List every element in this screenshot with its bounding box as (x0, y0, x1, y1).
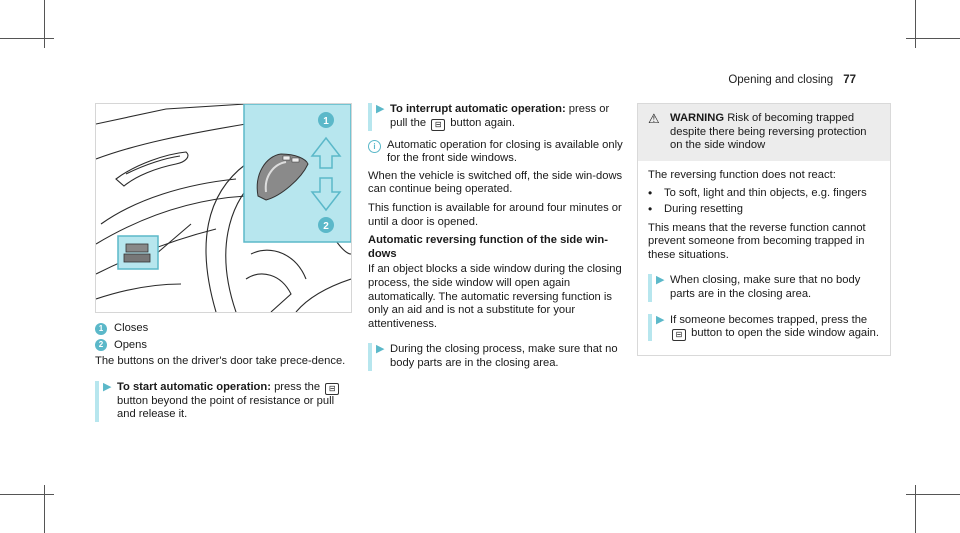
warning-body (638, 161, 890, 341)
bullet-icon: • (648, 201, 653, 216)
list-item: • During resetting (648, 201, 743, 216)
step-arrow-icon: ▶ (656, 274, 665, 287)
warning-icon: ⚠ (648, 111, 660, 126)
crop-mark (906, 38, 960, 39)
legend-badge: 2 (95, 339, 107, 351)
page-header (728, 74, 856, 88)
step-text: During the closing process, make sure that no body parts are in the closing area. (390, 343, 618, 369)
warning-title: WARNING Risk of becoming trapped despite there being reversing protection on the side window (670, 112, 867, 152)
callout-2: 2 (323, 221, 329, 232)
crop-mark (915, 0, 916, 48)
step-arrow-icon: ▶ (103, 380, 112, 393)
callout-1: 1 (323, 116, 329, 127)
paragraph: This function is available for around four minutes or until a door is opened. (368, 201, 622, 228)
legend-text: Opens (114, 338, 147, 351)
door-panel-illustration (95, 103, 352, 313)
column-1 (95, 322, 350, 430)
instruction-step (95, 381, 350, 422)
paragraph: The reversing function does not react: (648, 168, 836, 181)
step-arrow-icon: ▶ (376, 103, 385, 115)
info-text: Automatic operation for closing is available only for the front side windows. (387, 138, 623, 165)
step-text: To start automatic operation: press the ⊟ button beyond the point of resistance or pull and release it. (117, 381, 350, 422)
step-text: When closing, make sure that no body parts are in the closing area. (670, 274, 861, 300)
instruction-step (648, 274, 880, 301)
intro-paragraph: The buttons on the driver's door take prece-dence. (95, 355, 346, 368)
crop-mark (906, 494, 960, 495)
bullet-icon: • (648, 186, 653, 201)
door-switch-drawing (96, 104, 351, 312)
window-button-icon: ⊟ (672, 329, 686, 341)
info-note (368, 139, 624, 166)
paragraph: This means that the reverse function cannot prevent someone from becoming trapped in these situations. (648, 221, 866, 261)
step-text: To interrupt automatic operation: press or pull the ⊟ button again. (390, 103, 610, 129)
section-heading: Automatic reversing function of the side win-dows (368, 234, 608, 260)
column-2 (368, 103, 624, 379)
crop-mark (915, 485, 916, 533)
paragraph: When the vehicle is switched off, the side win-dows can continue being operated. (368, 169, 623, 196)
page-number: 77 (843, 74, 856, 86)
step-text: If someone becomes trapped, press the ⊟ button to open the side window again. (670, 313, 879, 340)
legend-item (95, 322, 350, 336)
crop-mark (44, 485, 45, 533)
crop-mark (0, 38, 54, 39)
instruction-step (368, 103, 624, 131)
bullet-list (648, 187, 880, 216)
step-arrow-icon: ▶ (376, 343, 385, 356)
warning-box (637, 103, 891, 356)
instruction-step (648, 314, 880, 342)
legend-text: Closes (114, 322, 149, 334)
window-button-icon: ⊟ (325, 383, 339, 395)
info-icon: i (368, 140, 381, 153)
column-3 (637, 103, 891, 356)
warning-header (638, 104, 890, 161)
window-button-icon: ⊟ (431, 119, 445, 131)
crop-mark (0, 494, 54, 495)
step-arrow-icon: ▶ (656, 313, 665, 326)
list-item: • To soft, light and thin objects, e.g. fingers (648, 186, 867, 201)
legend-badge: 1 (95, 323, 107, 335)
legend-item (95, 339, 350, 353)
paragraph: If an object blocks a side window during the closing process, the side window will open again automatically. The automatic reversing function is only an aid and is not a substitute for your attentiveness. (368, 263, 622, 330)
crop-mark (44, 0, 45, 48)
section-title: Opening and closing (728, 74, 834, 86)
instruction-step (368, 343, 624, 370)
